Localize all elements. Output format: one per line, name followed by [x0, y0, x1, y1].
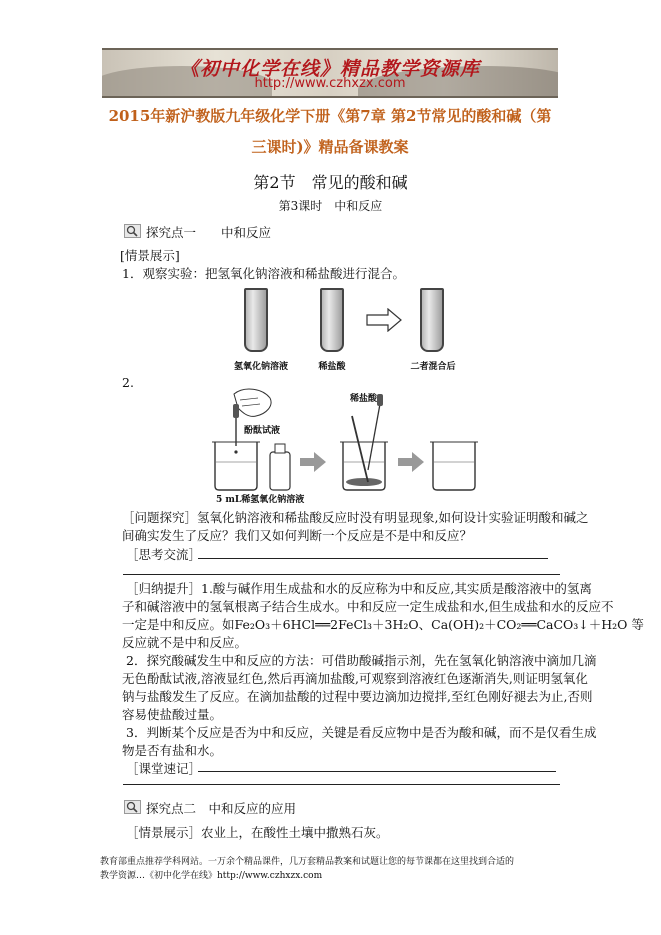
- footer-line2[interactable]: 教学资源…《初中化学在线》http://www.czhxzx.com: [100, 871, 323, 881]
- judge-line2: 物是否有盐和水。: [122, 743, 223, 758]
- item2-text: 2.: [122, 375, 134, 390]
- doc-title-line1: 2015年新沪教版九年级化学下册《第7章 第2节常见的酸和碱（第: [108, 107, 552, 125]
- fig2-label-indicator: 酚酞试液: [244, 426, 281, 436]
- banner-url[interactable]: http://www.czhxzx.com: [254, 76, 406, 91]
- explore1-heading: 探究点一 中和反应: [146, 225, 272, 240]
- fig1-label-naoh: 氢氧化钠溶液: [233, 362, 288, 372]
- method-line4: 容易使盐酸过量。: [122, 707, 223, 722]
- test-tube-mixed: [420, 288, 444, 352]
- question-line1: ［问题探究］氢氧化钠溶液和稀盐酸反应时没有明显现象,如何设计实验证明酸和碱之: [122, 510, 589, 525]
- summary-line3: 一定是中和反应。如Fe₂O₃＋6HCl══2FeCl₃＋3H₂O、Ca(OH)₂＋CO₂══CaCO₃↓＋H₂O 等: [122, 617, 644, 632]
- method-line1: 2．探究酸碱发生中和反应的方法：可借助酸碱指示剂，先在氢氧化钠溶液中滴加几滴: [126, 653, 597, 668]
- test-tube-hcl: [320, 288, 344, 352]
- notes-line: [123, 784, 560, 785]
- site-banner: [102, 48, 558, 98]
- section-title: 第2节 常见的酸和碱: [253, 173, 408, 192]
- section-subtitle: 第3课时 中和反应: [278, 199, 383, 213]
- summary-line2: 子和碱溶液中的氢氧根离子结合生成水。中和反应一定生成盐和水,但生成盐和水的反应不: [122, 599, 614, 614]
- item1-text: 1．观察实验：把氢氧化钠溶液和稀盐酸进行混合。: [122, 266, 405, 281]
- experiment-diagram: [200, 386, 490, 498]
- footer-line1: 教育部重点推荐学科网站。一万余个精品课件，几万套精品教案和试题让您的每节课都在这里找到合适的: [100, 857, 515, 867]
- notes-label: ［课堂速记］: [126, 761, 202, 776]
- banner-title: 《初中化学在线》精品教学资源库: [179, 58, 480, 80]
- magnifier-icon: [124, 800, 141, 814]
- fig1-label-hcl: 稀盐酸: [318, 362, 346, 372]
- fig1-label-mixed: 二者混合后: [410, 362, 456, 372]
- judge-line1: 3．判断某个反应是否为中和反应，关键是看反应物中是否为酸和碱，而不是仅看生成: [126, 725, 597, 740]
- doc-title-line2: 三课时)》精品备课教案: [251, 138, 409, 156]
- magnifier-icon: [124, 224, 141, 238]
- explore2-scenario: ［情景展示］农业上，在酸性土壤中撒熟石灰。: [126, 825, 389, 840]
- arrow-icon: [366, 308, 402, 332]
- fig2-label-acid: 稀盐酸: [350, 394, 378, 404]
- explore2-heading: 探究点二 中和反应的应用: [146, 801, 297, 816]
- method-line2: 无色酚酞试液,溶液显红色,然后再滴加盐酸,可观察到溶液红色逐渐消失,则证明氢氧化: [122, 671, 588, 686]
- test-tube-naoh: [244, 288, 268, 352]
- answer-line: [123, 574, 560, 575]
- answer-line: [198, 558, 548, 559]
- notes-line: [198, 771, 556, 772]
- summary-line1: ［归纳提升］1.酸与碱作用生成盐和水的反应称为中和反应,其实质是酸溶液中的氢离: [126, 581, 592, 596]
- question-line2: 间确实发生了反应？我们又如何判断一个反应是不是中和反应？: [122, 528, 473, 543]
- summary-line4: 反应就不是中和反应。: [122, 635, 248, 650]
- fig2-label-base: 5 mL稀氢氧化钠溶液: [216, 495, 305, 505]
- discuss-label: ［思考交流］: [126, 547, 202, 562]
- method-line3: 钠与盐酸发生了反应。在滴加盐酸的过程中要边滴加边搅拌,至红色刚好褪去为止,否则: [122, 689, 593, 704]
- scenario-tag: [情景展示]: [120, 248, 180, 263]
